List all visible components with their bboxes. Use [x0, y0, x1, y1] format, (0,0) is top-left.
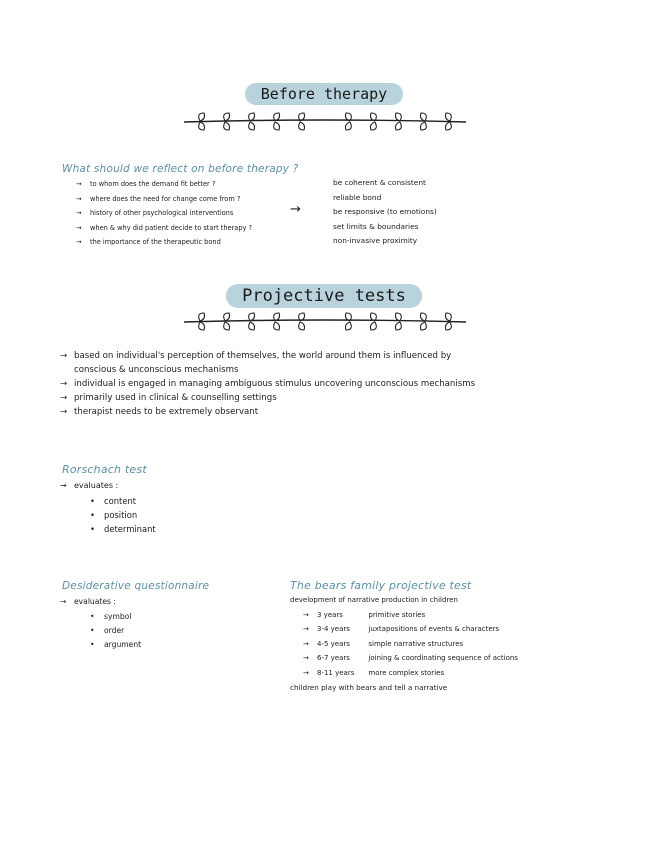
- table-row: → 3 years primitive stories: [303, 611, 426, 619]
- section-title-wrap: [0, 83, 648, 105]
- list-item: → the importance of the therapeutic bond: [76, 238, 221, 247]
- table-row: → 6-7 years joining & coordinating sequence of actions: [303, 654, 518, 663]
- bears-footer: children play with bears and tell a narrative: [290, 683, 448, 692]
- list-item: → primarily used in clinical & counselling settings: [60, 393, 277, 403]
- projective-points-list: [60, 349, 475, 419]
- list-item: reliable bond: [333, 192, 382, 202]
- reflect-heading: What should we reflect on before therapy ?: [62, 163, 299, 175]
- list-item: → history of other psychological interventions: [76, 209, 234, 218]
- list-item: • order: [90, 624, 141, 638]
- list-item: • argument: [90, 638, 141, 652]
- desiderative-evaluates: → evaluates :: [60, 597, 116, 606]
- list-item: → to whom does the demand fit better ?: [76, 180, 216, 188]
- list-item: be responsive (to emotions): [333, 207, 437, 217]
- list-item: • determinant: [90, 522, 156, 536]
- list-item: → based on individual's perception of themselves, the world around them is influenced by: [60, 351, 452, 361]
- section-title-before-therapy: Before therapy: [245, 83, 403, 105]
- list-item: → therapist needs to be extremely observant: [60, 407, 259, 417]
- table-row: → 3-4 years juxtapositions of events & characters: [303, 625, 500, 634]
- list-item: → when & why did patient decide to start therapy ?: [76, 223, 253, 232]
- desiderative-items-list: [90, 610, 141, 652]
- section-title-projective-tests: Projective tests: [226, 284, 422, 308]
- table-row: → 4-5 years simple narrative structures: [303, 639, 464, 648]
- desiderative-heading: Desiderative questionnaire: [62, 580, 210, 592]
- list-item: be coherent & consistent: [333, 178, 426, 187]
- table-row: → 8-11 years more complex stories: [303, 668, 445, 677]
- list-item: set limits & boundaries: [333, 221, 419, 231]
- list-item: • position: [90, 508, 156, 522]
- list-item: → where does the need for change come from ?: [76, 194, 241, 203]
- list-item: non-invasive proximity: [333, 236, 418, 246]
- bears-intro: development of narrative production in children: [290, 596, 458, 604]
- rorschach-heading: Rorschach test: [62, 463, 147, 476]
- bears-age-table: [303, 608, 532, 680]
- bears-heading: The bears family projective test: [290, 579, 472, 592]
- list-item: • content: [90, 494, 156, 508]
- rorschach-items-list: [90, 494, 156, 536]
- vine-divider-1: [180, 110, 470, 132]
- therapist-qualities-list: [333, 176, 437, 249]
- section-title-wrap: [0, 284, 648, 308]
- arrow-icon: →: [290, 202, 301, 217]
- reflect-questions-list: [76, 177, 252, 250]
- list-item: conscious & unconscious mechanisms: [74, 365, 239, 375]
- vine-divider-2: [180, 310, 470, 332]
- rorschach-evaluates: → evaluates :: [60, 481, 119, 490]
- list-item: → individual is engaged in managing ambiguous stimulus uncovering unconscious mechanisms: [60, 379, 476, 389]
- list-item: • symbol: [90, 610, 141, 624]
